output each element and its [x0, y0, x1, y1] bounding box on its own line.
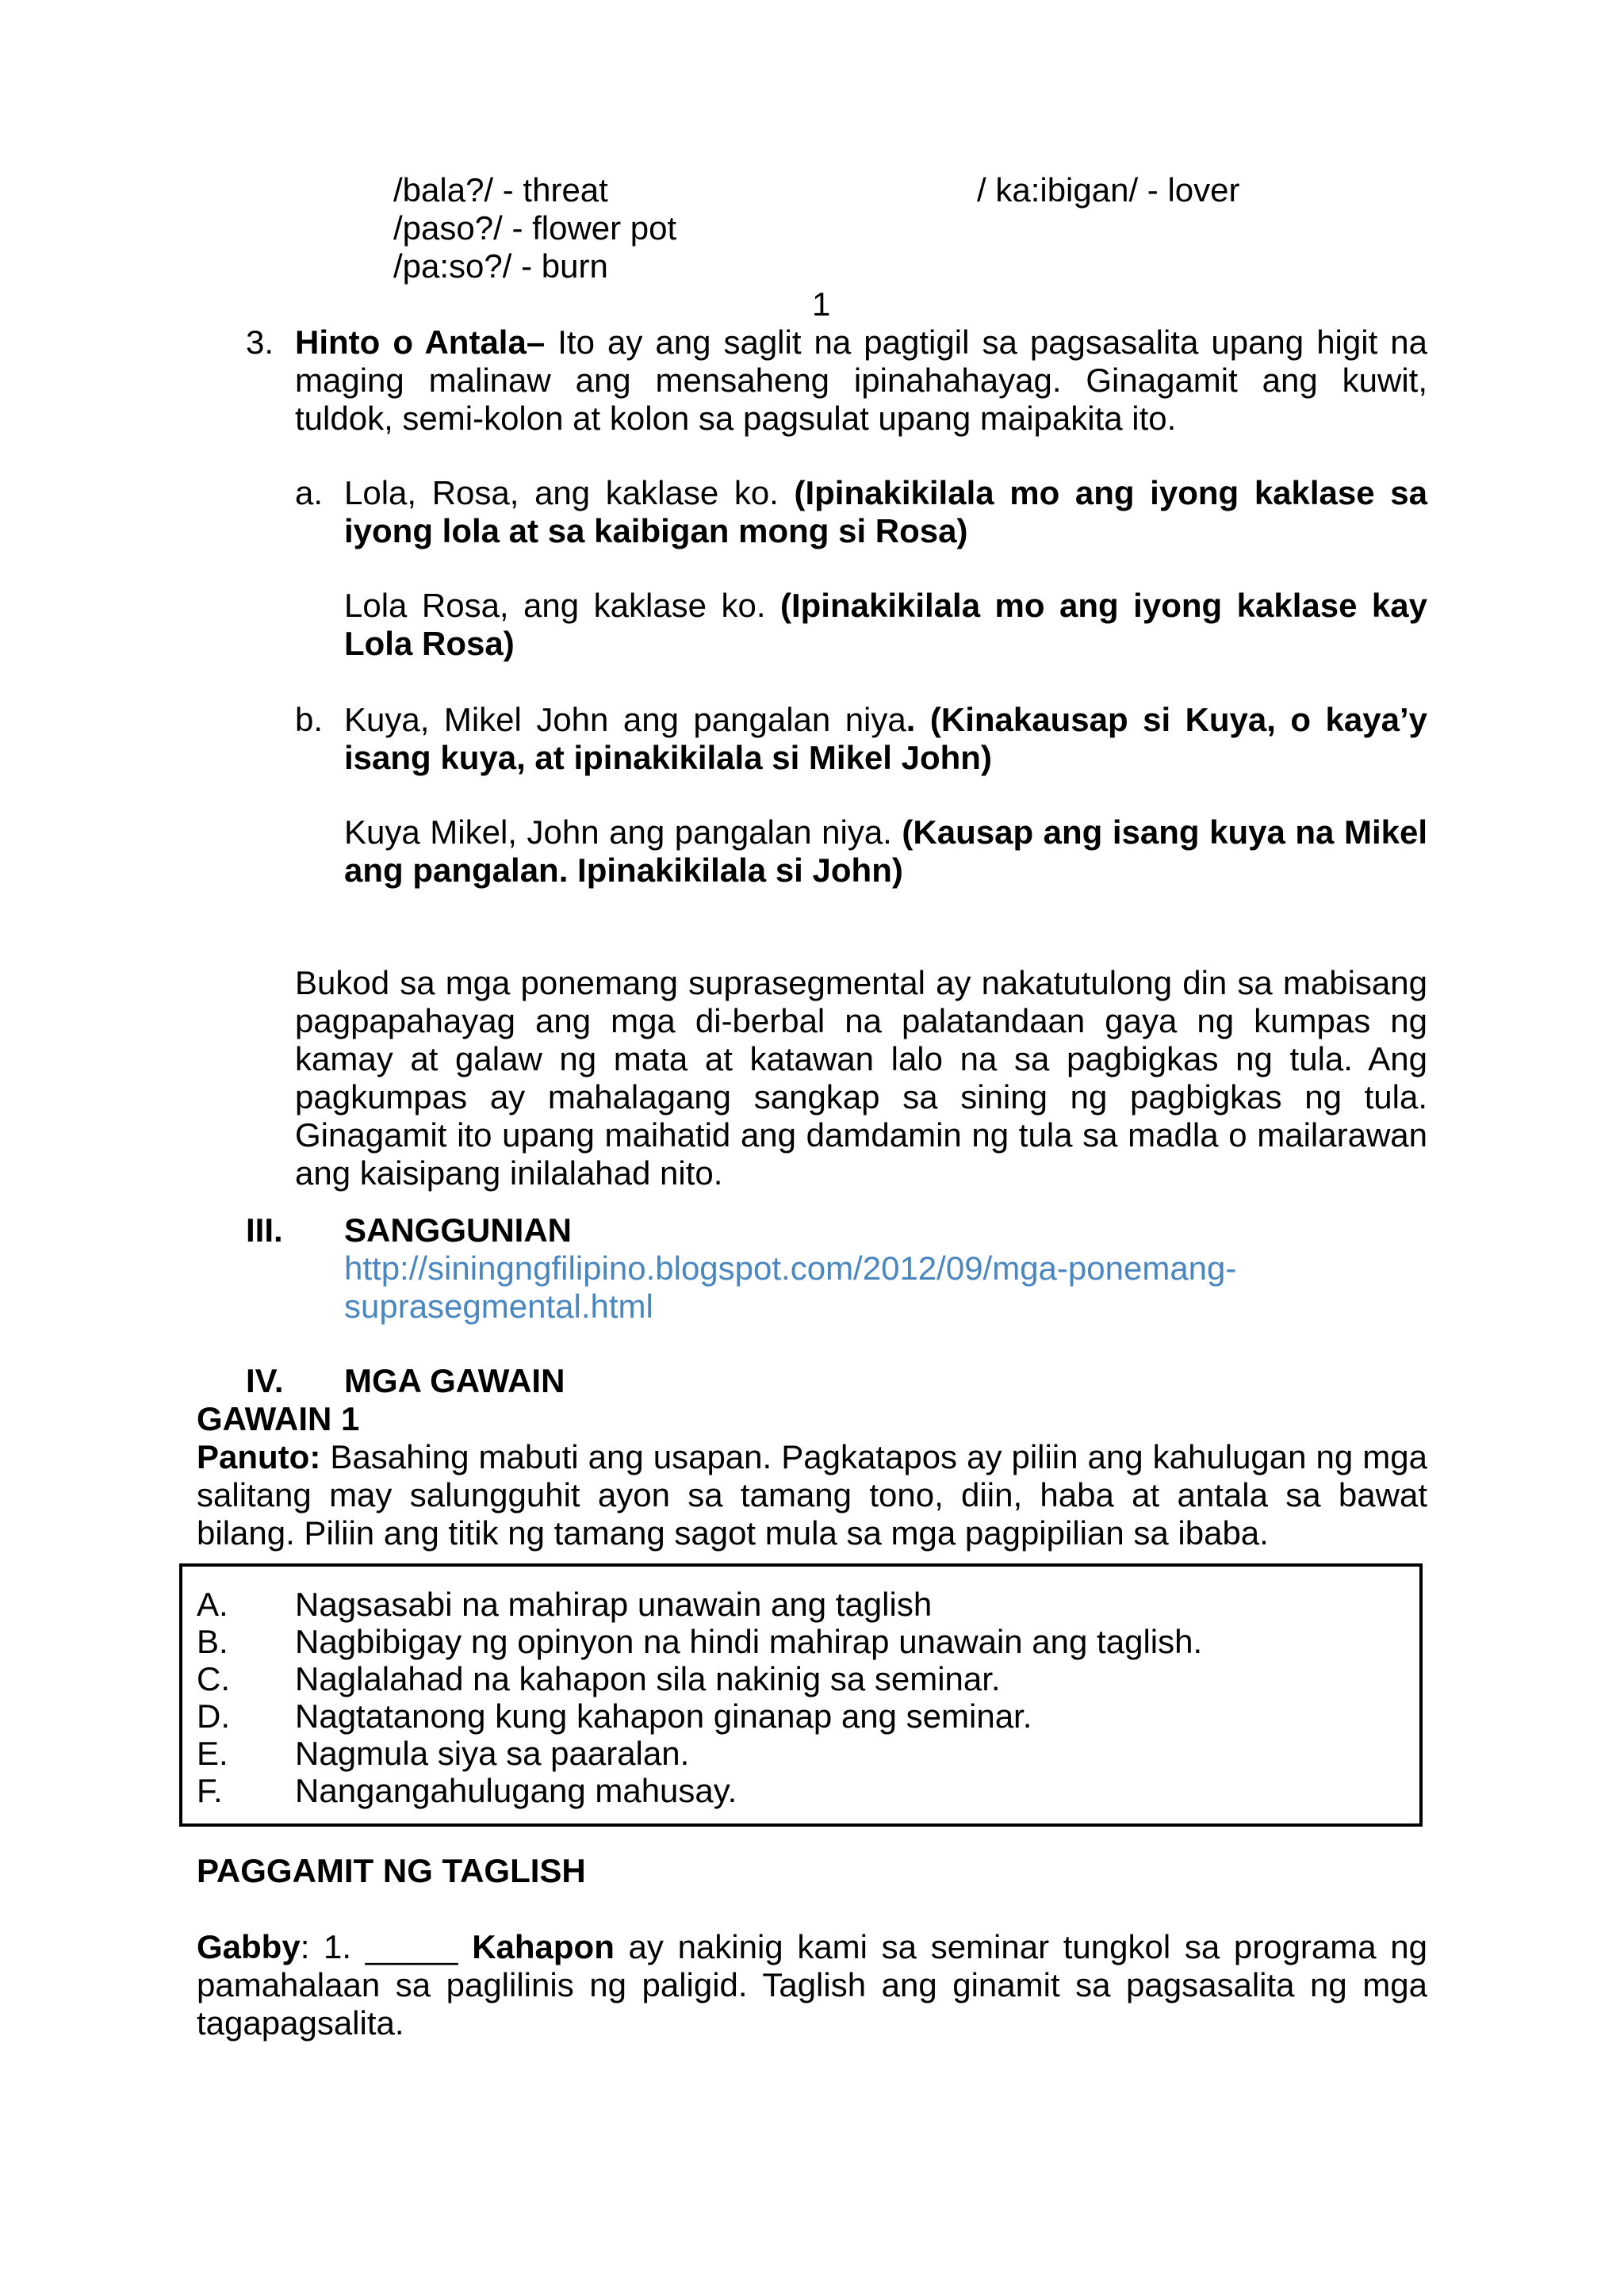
phoneme-kaibigan: / ka:ibigan/ - lover [977, 171, 1240, 209]
item3-definition [295, 323, 1427, 438]
choice-d [197, 1697, 1402, 1735]
example-a-note2: (Ipinakikilala mo ang iyong kaklase kay Lola Rosa) [344, 587, 1427, 662]
choice-a-letter: A. [197, 1586, 228, 1623]
example-a-line2 [344, 587, 1427, 663]
example-b-sentence1: Kuya, Mikel John ang pangalan niya [344, 701, 906, 738]
sanggunian-link-line2[interactable]: suprasegmental.html [344, 1288, 653, 1325]
taglish-heading: PAGGAMIT NG TAGLISH [197, 1852, 586, 1889]
dialogue-rest: ay nakinig kami sa seminar tungkol sa programa ng pamahalaan sa paglilinis ng paligid. Taglish ang ginamit sa pagsasalita ng mga tagapagsalita. [197, 1928, 1427, 2042]
example-b-letter: b. [295, 701, 324, 738]
choice-f-text: Nangangahulugang mahusay. [295, 1772, 737, 1809]
panuto [197, 1438, 1427, 1552]
body-paragraph: Bukod sa mga ponemang suprasegmental ay nakatutulong din sa mabisang pagpapahayag ang mga di-berbal na palatandaan gaya ng kumpas ng kamay at galaw ng mata at katawan lalo na sa pagbigkas ng tula. Ang pagkumpas ay mahalagang sangkap sa sining ng pagbigkas ng tula. Ginagamit ito upang maihatid ang damdamin ng tula sa madla o mailarawan ang kaisipang inilalahad nito. [295, 964, 1427, 1192]
choice-e-text: Nagmula siya sa paaralan. [295, 1735, 690, 1772]
choice-b [197, 1623, 1402, 1661]
example-b-note1: . (Kinakausap si Kuya, o kaya’y isang kuya, at ipinakikilala si Mikel John) [344, 701, 1427, 776]
sanggunian-link[interactable] [344, 1249, 1236, 1326]
example-a-note1: (Ipinakikilala mo ang iyong kaklase sa iyong lola at sa kaibigan mong si Rosa) [344, 474, 1427, 549]
item3-term: Hinto o Antala– [295, 323, 546, 361]
sanggunian-title: SANGGUNIAN [344, 1211, 573, 1249]
section-numeral-iii: III. [246, 1211, 283, 1249]
choice-f [197, 1772, 1402, 1810]
phoneme-pa-so: /pa:so?/ - burn [393, 247, 608, 285]
sanggunian-link-line1[interactable]: http://siningngfilipino.blogspot.com/2012/09/mga-ponemang- [344, 1249, 1237, 1287]
gawain-section-title: MGA GAWAIN [344, 1362, 565, 1399]
example-a-letter: a. [295, 474, 324, 511]
phoneme-paso: /paso?/ - flower pot [393, 209, 677, 247]
choice-c [197, 1660, 1402, 1698]
choice-c-text: Naglalahad na kahapon sila nakinig sa seminar. [295, 1660, 1001, 1697]
example-b-line2 [344, 813, 1427, 890]
dialogue-gabby [197, 1928, 1427, 2042]
example-b-line1 [344, 701, 1427, 777]
gawain1-title: GAWAIN 1 [197, 1400, 360, 1437]
choice-e-letter: E. [197, 1735, 228, 1772]
dialogue-keyword: Kahapon [472, 1928, 615, 1965]
dialogue-speaker: Gabby [197, 1928, 301, 1965]
example-a-sentence2: Lola Rosa, ang kaklase ko. [344, 587, 780, 624]
choice-f-letter: F. [197, 1772, 223, 1809]
dialogue-prefix: : 1. _____ [300, 1928, 473, 1965]
example-a-line1 [344, 474, 1427, 550]
page-number: 1 [812, 285, 831, 323]
phoneme-bala: /bala?/ - threat [393, 171, 608, 209]
choice-b-letter: B. [197, 1623, 228, 1660]
panuto-label: Panuto: [197, 1438, 321, 1475]
choice-c-letter: C. [197, 1660, 230, 1697]
section-numeral-iv: IV. [246, 1362, 284, 1399]
example-b-sentence2: Kuya Mikel, John ang pangalan niya. [344, 813, 902, 851]
choice-e [197, 1735, 1402, 1773]
example-b-note2: (Kausap ang isang kuya na Mikel ang pangalan. Ipinakikilala si John) [344, 813, 1427, 889]
item-number-3: 3. [246, 323, 274, 361]
item3-text: Ito ay ang saglit na pagtigil sa pagsasalita upang higit na maging malinaw ang mensaheng ipinahahayag. Ginagamit ang kuwit, tuldok, semi-kolon at kolon sa pagsulat upang maipakita ito. [295, 323, 1427, 437]
example-a-sentence1: Lola, Rosa, ang kaklase ko. [344, 474, 795, 511]
choice-a-text: Nagsasabi na mahirap unawain ang taglish [295, 1586, 933, 1623]
choice-a [197, 1586, 1402, 1624]
choice-b-text: Nagbibigay ng opinyon na hindi mahirap unawain ang taglish. [295, 1623, 1203, 1660]
choice-d-text: Nagtatanong kung kahapon ginanap ang seminar. [295, 1697, 1032, 1735]
panuto-text: Basahing mabuti ang usapan. Pagkatapos ay piliin ang kahulugan ng mga salitang may salungguhit ayon sa tamang tono, diin, haba at antala sa bawat bilang. Piliin ang titik ng tamang sagot mula sa mga pagpipilian sa ibaba. [197, 1438, 1427, 1552]
phoneme-list [393, 171, 869, 285]
choice-d-letter: D. [197, 1697, 230, 1735]
